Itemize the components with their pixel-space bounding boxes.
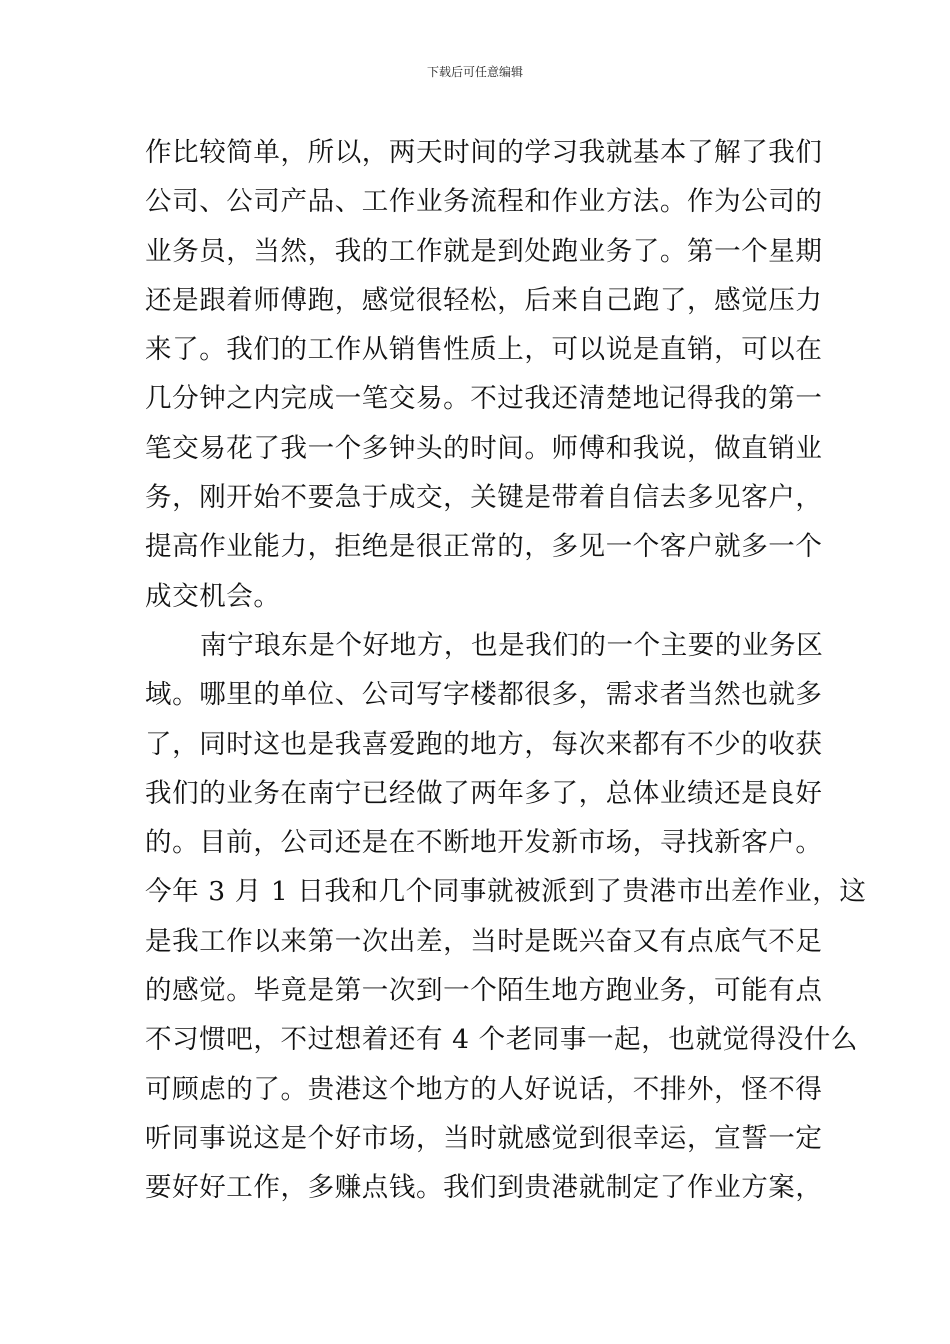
text-line: 来了。我们的工作从销售性质上，可以说是直销，可以在 [145,334,823,366]
text-line: 作比较简单，所以，两天时间的学习我就基本了解了我们 [145,137,823,168]
text-line: 务，刚开始不要急于成交，关键是带着自信去多见客户， [145,482,823,514]
text-line: 成交机会。 [145,580,281,612]
text-line: 几分钟之内完成一笔交易。不过我还清楚地记得我的第一 [145,383,823,415]
text-line: 笔交易花了我一个多钟头的时间。师傅和我说，做直销业 [145,432,823,464]
text-line: 可顾虑的了。贵港这个地方的人好说话，不排外，怪不得 [145,1073,823,1105]
text-line: 我们的业务在南宁已经做了两年多了，总体业绩还是良好 [145,777,823,809]
page-header: 下载后可任意编辑 [426,65,523,79]
text-line: 域。哪里的单位、公司写字楼都很多，需求者当然也就多 [145,679,823,711]
text-line: 不习惯吧，不过想着还有 4 个老同事一起，也就觉得没什么 [145,1024,859,1056]
text-line: 业务员，当然，我的工作就是到处跑业务了。第一个星期 [145,235,823,267]
text-line: 公司、公司产品、工作业务流程和作业方法。作为公司的 [145,186,823,218]
text-line: 今年 3 月 1 日我和几个同事就被派到了贵港市出差作业，这 [145,876,867,908]
text-line: 还是跟着师傅跑，感觉很轻松，后来自己跑了，感觉压力 [145,284,823,316]
text-line: 要好好工作，多赚点钱。我们到贵港就制定了作业方案， [145,1172,823,1204]
text-line: 的感觉。毕竟是第一次到一个陌生地方跑业务，可能有点 [145,975,823,1007]
text-line: 的。目前，公司还是在不断地开发新市场，寻找新客户。 [145,827,823,859]
document-body [145,128,867,1213]
text-line: 是我工作以来第一次出差，当时是既兴奋又有点底气不足 [145,925,823,957]
text-line: 听同事说这是个好市场，当时就感觉到很幸运，宣誓一定 [145,1122,823,1154]
text-line: 了，同时这也是我喜爱跑的地方，每次来都有不少的收获 [145,728,823,760]
text-line: 提高作业能力，拒绝是很正常的，多见一个客户就多一个 [145,531,823,563]
paragraph-start-line: 南宁琅东是个好地方，也是我们的一个主要的业务区 [200,629,824,661]
